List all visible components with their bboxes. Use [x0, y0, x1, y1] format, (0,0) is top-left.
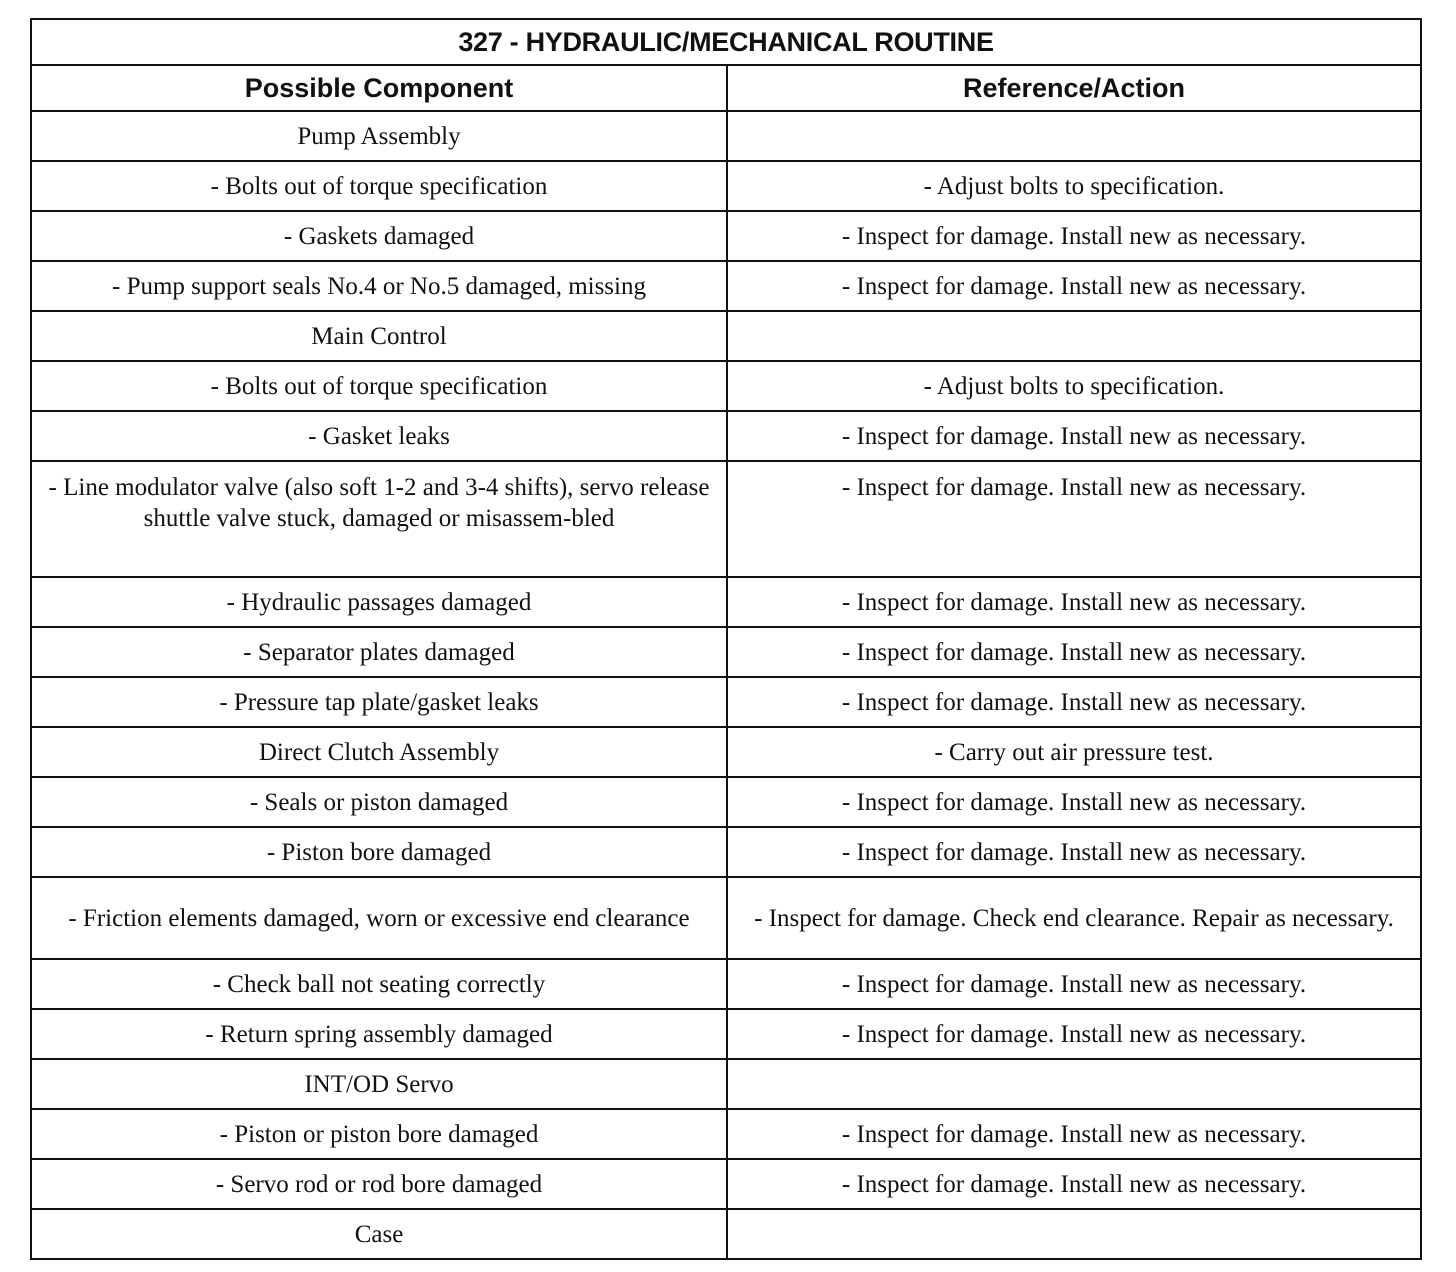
- component-cell: - Friction elements damaged, worn or excessive end clearance: [31, 877, 727, 959]
- component-cell: - Gasket leaks: [31, 411, 727, 461]
- component-cell: - Pressure tap plate/gasket leaks: [31, 677, 727, 727]
- action-cell: - Inspect for damage. Install new as necessary.: [727, 1009, 1421, 1059]
- table-row: [31, 1009, 1421, 1059]
- action-cell: - Adjust bolts to specification.: [727, 361, 1421, 411]
- action-cell: - Inspect for damage. Install new as necessary.: [727, 577, 1421, 627]
- component-cell: - Piston or piston bore damaged: [31, 1109, 727, 1159]
- component-cell: Direct Clutch Assembly: [31, 727, 727, 777]
- component-cell: - Pump support seals No.4 or No.5 damaged, missing: [31, 261, 727, 311]
- component-cell: - Bolts out of torque specification: [31, 361, 727, 411]
- table-row: [31, 959, 1421, 1009]
- action-cell: - Inspect for damage. Install new as necessary.: [727, 261, 1421, 311]
- table-row: [31, 877, 1421, 959]
- component-cell: Pump Assembly: [31, 111, 727, 161]
- action-cell: - Inspect for damage. Install new as necessary.: [727, 461, 1421, 577]
- table-row: [31, 827, 1421, 877]
- table-row: [31, 461, 1421, 577]
- action-cell: - Inspect for damage. Install new as necessary.: [727, 777, 1421, 827]
- action-cell: [727, 1209, 1421, 1259]
- action-cell: - Inspect for damage. Install new as necessary.: [727, 677, 1421, 727]
- component-cell: - Gaskets damaged: [31, 211, 727, 261]
- action-cell: - Inspect for damage. Install new as necessary.: [727, 827, 1421, 877]
- component-cell: - Return spring assembly damaged: [31, 1009, 727, 1059]
- title-row: [31, 19, 1421, 65]
- action-cell: [727, 111, 1421, 161]
- component-cell: - Separator plates damaged: [31, 627, 727, 677]
- table-row: [31, 1109, 1421, 1159]
- component-cell: - Bolts out of torque specification: [31, 161, 727, 211]
- action-cell: - Inspect for damage. Install new as necessary.: [727, 627, 1421, 677]
- component-cell: - Servo rod or rod bore damaged: [31, 1159, 727, 1209]
- header-row: [31, 65, 1421, 111]
- table-row: [31, 211, 1421, 261]
- table-row: [31, 627, 1421, 677]
- table-row: [31, 111, 1421, 161]
- action-cell: - Inspect for damage. Install new as necessary.: [727, 411, 1421, 461]
- table-row: [31, 777, 1421, 827]
- component-cell: INT/OD Servo: [31, 1059, 727, 1109]
- table-row: [31, 411, 1421, 461]
- table-row: [31, 361, 1421, 411]
- action-cell: - Inspect for damage. Install new as necessary.: [727, 1159, 1421, 1209]
- action-cell: - Adjust bolts to specification.: [727, 161, 1421, 211]
- component-cell: - Hydraulic passages damaged: [31, 577, 727, 627]
- table-title: 327 - HYDRAULIC/MECHANICAL ROUTINE: [31, 19, 1421, 65]
- component-cell: - Seals or piston damaged: [31, 777, 727, 827]
- table-row: [31, 1159, 1421, 1209]
- table-row: [31, 1059, 1421, 1109]
- action-cell: [727, 1059, 1421, 1109]
- column-header-action: Reference/Action: [727, 65, 1421, 111]
- table-row: [31, 1209, 1421, 1259]
- component-cell: Main Control: [31, 311, 727, 361]
- component-cell: - Line modulator valve (also soft 1-2 and 3-4 shifts), servo release shuttle valve stuck, damaged or misassem-bled: [31, 461, 727, 577]
- action-cell: - Inspect for damage. Check end clearance. Repair as necessary.: [727, 877, 1421, 959]
- table-row: [31, 727, 1421, 777]
- table-row: [31, 577, 1421, 627]
- component-cell: - Check ball not seating correctly: [31, 959, 727, 1009]
- action-cell: [727, 311, 1421, 361]
- table-row: [31, 311, 1421, 361]
- routine-table: [30, 18, 1422, 1260]
- component-cell: Case: [31, 1209, 727, 1259]
- action-cell: - Inspect for damage. Install new as necessary.: [727, 959, 1421, 1009]
- column-header-component: Possible Component: [31, 65, 727, 111]
- table-row: [31, 161, 1421, 211]
- component-cell: - Piston bore damaged: [31, 827, 727, 877]
- action-cell: - Inspect for damage. Install new as necessary.: [727, 1109, 1421, 1159]
- table-row: [31, 677, 1421, 727]
- action-cell: - Inspect for damage. Install new as necessary.: [727, 211, 1421, 261]
- table-row: [31, 261, 1421, 311]
- action-cell: - Carry out air pressure test.: [727, 727, 1421, 777]
